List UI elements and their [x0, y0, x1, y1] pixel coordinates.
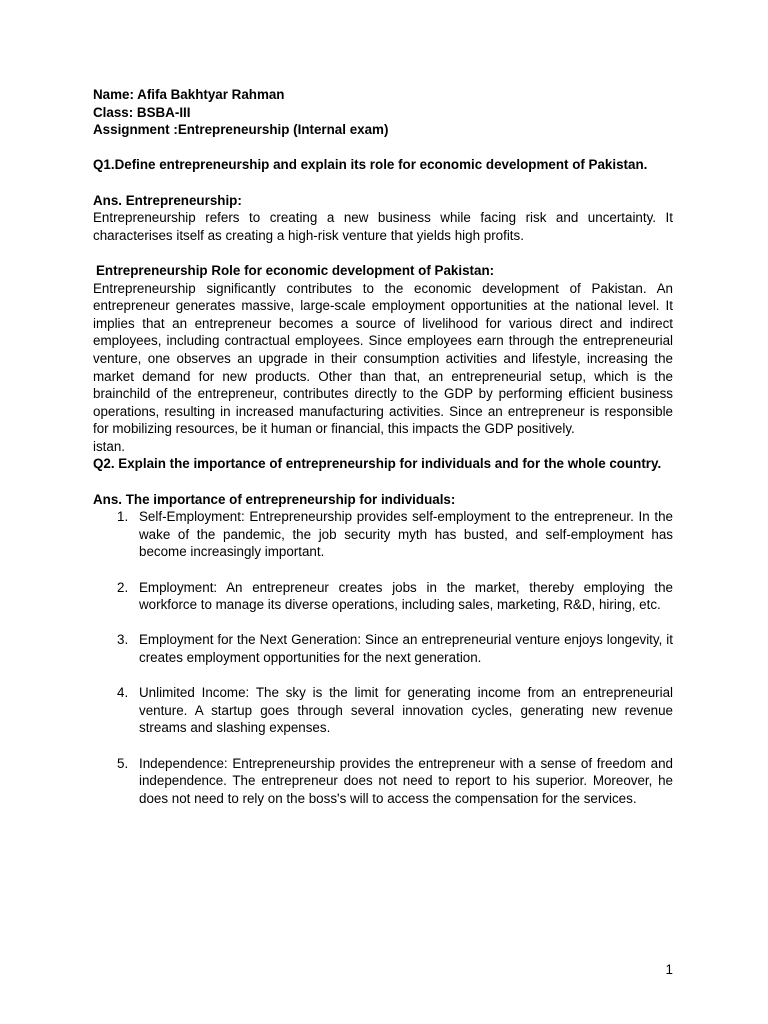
q2-answer-heading: Ans. The importance of entrepreneurship for individuals:: [93, 491, 456, 507]
list-item-number: 3.: [117, 632, 129, 648]
q1-role-heading: Entrepreneurship Role for economic development of Pakistan:: [96, 262, 495, 278]
question-2: Q2. Explain the importance of entrepreneurship for individuals and for the whole country.: [93, 456, 662, 472]
stray-text: istan.: [93, 438, 126, 454]
list-item-number: 5.: [117, 755, 129, 771]
list-item: [93, 508, 673, 561]
list-item-text: Employment: An entrepreneur creates jobs in the market, thereby employing the workforce to manage its diverse operations, including sales, marketing, R&D, hiring, etc.: [139, 579, 673, 613]
list-item-text: Independence: Entrepreneurship provides the entrepreneur with a sense of freedom and independence. The entrepreneur does not need to report to his superior. Moreover, he does not need to rely on the boss's will to access the compensation for the services.: [139, 755, 673, 806]
page-number: 1: [665, 962, 673, 977]
question-1: Q1.Define entrepreneurship and explain its role for economic development of Pakistan.: [93, 157, 648, 173]
q1-role-text: Entrepreneurship significantly contributes to the economic development of Pakistan. An entrepreneur generates massive, large-scale employment opportunities at the national level. It implies that an entrepreneur becomes a source of livelihood for various direct and indirect employees, including contractual employees. Since employees earn through the entrepreneurial venture, one observes an upgrade in their consumption activities and lifestyle, increasing the market demand for new products. Other than that, an entrepreneurial setup, which is the brainchild of the entrepreneur, contributes directly to the GDP by performing efficient business operations, resulting in increased manufacturing activities. Since an entrepreneur is responsible for mobilizing resources, be it human or financial, this impacts the GDP positively.: [93, 280, 673, 437]
list-item-text: Unlimited Income: The sky is the limit for generating income from an entrepreneurial venture. A startup goes through several innovation cycles, generating new revenue streams and slashing expenses.: [139, 685, 673, 736]
list-item-text: Employment for the Next Generation: Since an entrepreneurial venture enjoys longevity, it creates employment opportunities for the next generation.: [139, 632, 673, 665]
importance-list: [93, 508, 673, 807]
list-item-text: Self-Employment: Entrepreneurship provides self-employment to the entrepreneur. In the wake of the pandemic, the job security myth has busted, and self-employment has become increasingly important.: [139, 509, 673, 560]
spacer: [93, 473, 673, 491]
list-item: [93, 684, 673, 737]
student-name: Name: Afifa Bakhtyar Rahman: [93, 87, 285, 102]
spacer: [93, 244, 673, 262]
list-item: [93, 755, 673, 808]
spacer: [93, 174, 673, 192]
document-page: [93, 86, 673, 825]
list-item-number: 2.: [117, 579, 129, 595]
list-item: [93, 631, 673, 666]
student-class: Class: BSBA-III: [93, 104, 191, 120]
assignment-title: Assignment :Entrepreneurship (Internal exam): [93, 122, 389, 138]
list-item-number: 1.: [117, 509, 129, 525]
q1-answer-heading: Ans. Entrepreneurship:: [93, 192, 242, 208]
spacer: [93, 139, 673, 157]
list-item: [93, 579, 673, 614]
list-item-number: 4.: [117, 685, 129, 701]
q1-answer-text: Entrepreneurship refers to creating a new business while facing risk and uncertainty. It characterises itself as creating a high-risk venture that yields high profits.: [93, 210, 673, 243]
